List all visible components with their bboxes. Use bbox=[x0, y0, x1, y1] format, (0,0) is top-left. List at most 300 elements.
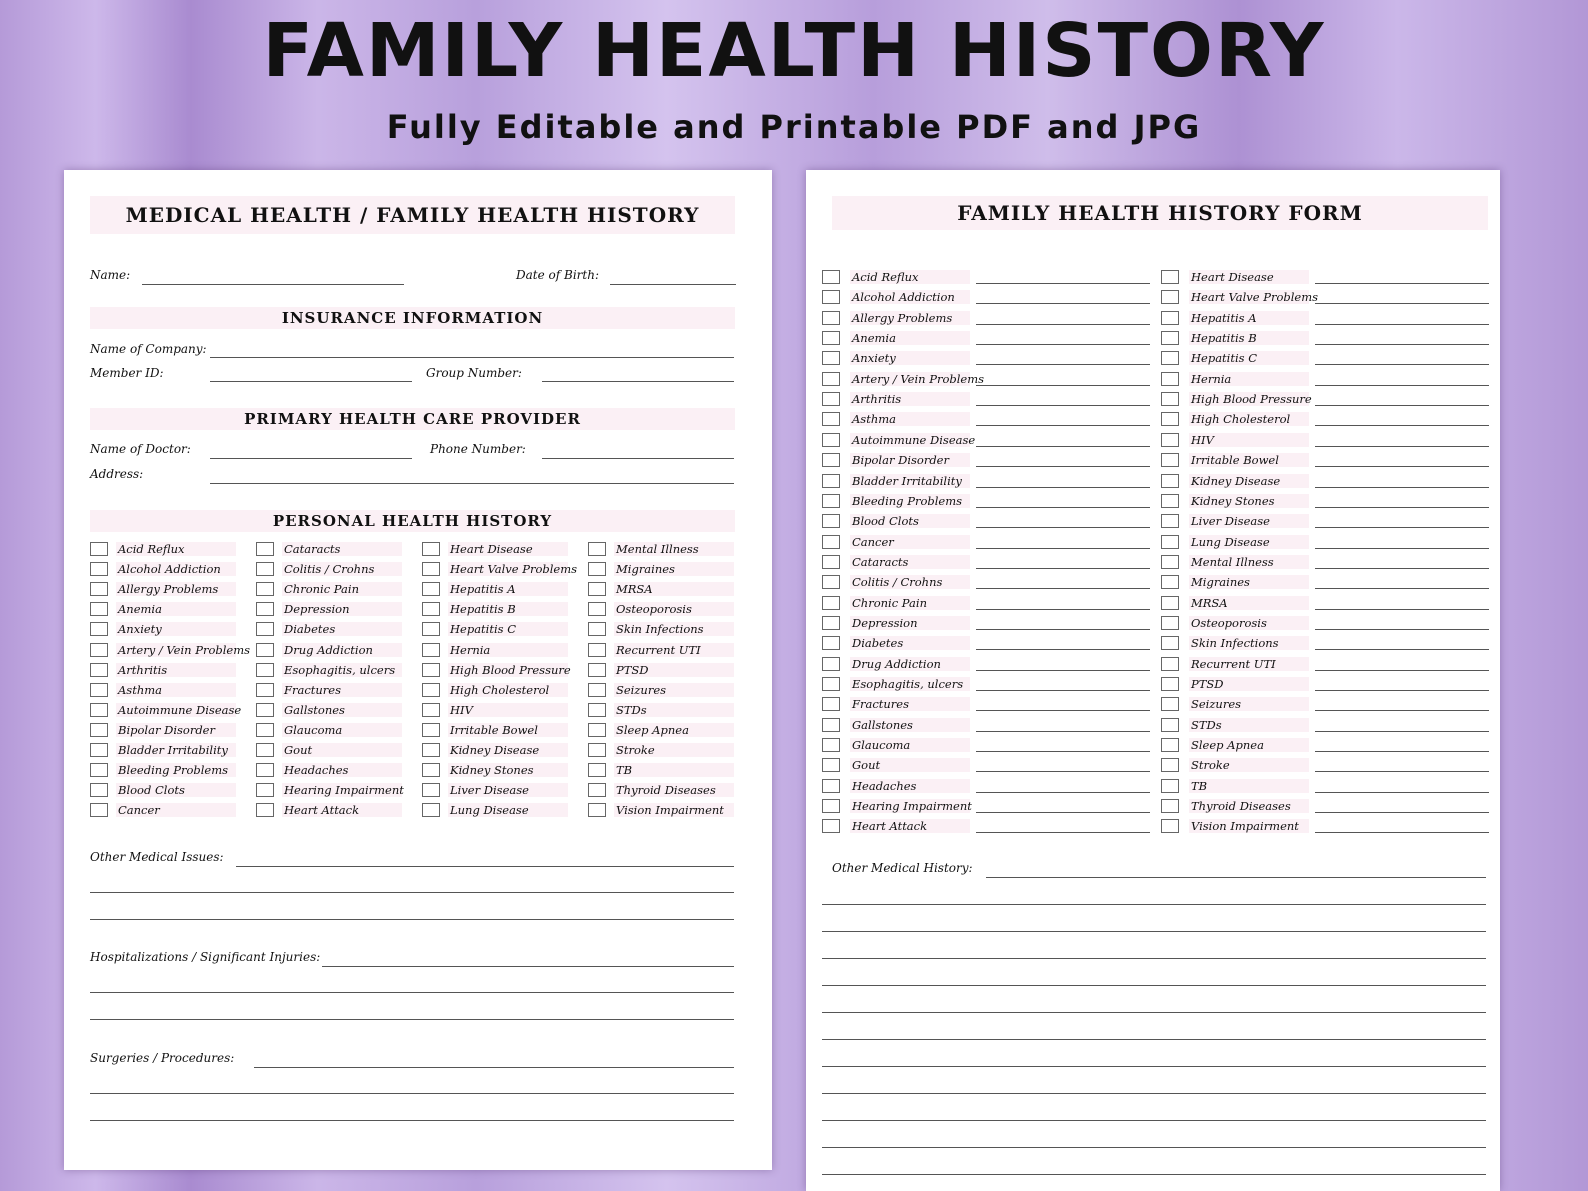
family-checkbox-stroke[interactable] bbox=[1161, 758, 1179, 772]
condition-label: Hearing Impairment bbox=[284, 783, 404, 798]
family-checkbox-stds[interactable] bbox=[1161, 718, 1179, 732]
checkbox-lung-disease[interactable] bbox=[422, 803, 440, 817]
family-checkbox-lung-disease[interactable] bbox=[1161, 535, 1179, 549]
family-member-line[interactable] bbox=[1315, 690, 1489, 691]
family-checkbox-bleeding-problems[interactable] bbox=[822, 494, 840, 508]
checkbox-arthritis[interactable] bbox=[90, 663, 108, 677]
group-number-field[interactable] bbox=[542, 381, 734, 382]
surgeries-line[interactable] bbox=[90, 1120, 734, 1121]
family-checkbox-artery-vein-problems[interactable] bbox=[822, 372, 840, 386]
family-checkbox-autoimmune-disease[interactable] bbox=[822, 433, 840, 447]
hospitalizations-line[interactable] bbox=[90, 1019, 734, 1020]
family-checkbox-fractures[interactable] bbox=[822, 697, 840, 711]
family-condition-label: Chronic Pain bbox=[850, 596, 970, 610]
family-checkbox-cataracts[interactable] bbox=[822, 555, 840, 569]
family-condition-label: Cancer bbox=[850, 535, 970, 549]
family-checkbox-heart-disease[interactable] bbox=[1161, 270, 1179, 284]
other-issues-line[interactable] bbox=[90, 919, 734, 920]
family-member-line[interactable] bbox=[976, 832, 1150, 833]
checkbox-hepatitis-c[interactable] bbox=[422, 622, 440, 636]
checkbox-bladder-irritability[interactable] bbox=[90, 743, 108, 757]
checkbox-diabetes[interactable] bbox=[256, 622, 274, 636]
condition-label: Anxiety bbox=[116, 622, 236, 636]
condition-label: High Blood Pressure bbox=[450, 662, 571, 677]
family-checkbox-heart-attack[interactable] bbox=[822, 819, 840, 833]
other-history-line[interactable] bbox=[822, 1012, 1486, 1013]
family-member-line[interactable] bbox=[1315, 527, 1489, 528]
family-checkbox-diabetes[interactable] bbox=[822, 636, 840, 650]
checkbox-bipolar-disorder[interactable] bbox=[90, 723, 108, 737]
family-condition-label: Gallstones bbox=[850, 718, 970, 732]
family-member-line[interactable] bbox=[976, 710, 1150, 711]
family-condition-label: Heart Valve Problems bbox=[1191, 290, 1319, 305]
checkbox-stds[interactable] bbox=[588, 703, 606, 717]
condition-label: Heart Disease bbox=[448, 542, 568, 556]
family-condition-label: HIV bbox=[1189, 433, 1309, 447]
family-member-line[interactable] bbox=[1315, 649, 1489, 650]
family-member-line[interactable] bbox=[1315, 771, 1489, 772]
condition-label: Alcohol Addiction bbox=[116, 562, 236, 576]
family-condition-label: Hearing Impairment bbox=[852, 799, 972, 814]
checkbox-hepatitis-b[interactable] bbox=[422, 602, 440, 616]
other-issues-line[interactable] bbox=[90, 892, 734, 893]
condition-label: Kidney Disease bbox=[448, 743, 568, 757]
family-checkbox-gallstones[interactable] bbox=[822, 718, 840, 732]
family-condition-label: Esophagitis, ulcers bbox=[850, 677, 970, 691]
family-member-line[interactable] bbox=[976, 527, 1150, 528]
checkbox-skin-infections[interactable] bbox=[588, 622, 606, 636]
family-checkbox-allergy-problems[interactable] bbox=[822, 311, 840, 325]
family-checkbox-alcohol-addiction[interactable] bbox=[822, 290, 840, 304]
family-member-line[interactable] bbox=[1315, 303, 1489, 304]
family-member-line[interactable] bbox=[1315, 609, 1489, 610]
checkbox-asthma[interactable] bbox=[90, 683, 108, 697]
checkbox-heart-valve-problems[interactable] bbox=[422, 562, 440, 576]
checkbox-vision-impairment[interactable] bbox=[588, 803, 606, 817]
family-member-line[interactable] bbox=[1315, 670, 1489, 671]
family-member-line[interactable] bbox=[976, 731, 1150, 732]
address-label: Address: bbox=[90, 467, 144, 481]
family-member-line[interactable] bbox=[976, 670, 1150, 671]
family-condition-label: Heart Disease bbox=[1189, 270, 1309, 284]
family-condition-label: Bipolar Disorder bbox=[850, 453, 970, 467]
family-member-line[interactable] bbox=[976, 405, 1150, 406]
checkbox-allergy-problems[interactable] bbox=[90, 582, 108, 596]
family-member-line[interactable] bbox=[1315, 832, 1489, 833]
family-checkbox-tb[interactable] bbox=[1161, 779, 1179, 793]
checkbox-anxiety[interactable] bbox=[90, 622, 108, 636]
checkbox-alcohol-addiction[interactable] bbox=[90, 562, 108, 576]
family-condition-label: Asthma bbox=[850, 412, 970, 426]
hospitalizations-line[interactable] bbox=[322, 966, 734, 967]
other-history-line[interactable] bbox=[986, 877, 1486, 878]
family-member-line[interactable] bbox=[976, 507, 1150, 508]
other-history-line[interactable] bbox=[822, 1147, 1486, 1148]
family-member-line[interactable] bbox=[976, 364, 1150, 365]
condition-label: Gout bbox=[282, 743, 402, 757]
checkbox-sleep-apnea[interactable] bbox=[588, 723, 606, 737]
family-checkbox-vision-impairment[interactable] bbox=[1161, 819, 1179, 833]
condition-label: MRSA bbox=[614, 582, 734, 596]
family-member-line[interactable] bbox=[976, 303, 1150, 304]
family-member-line[interactable] bbox=[1315, 568, 1489, 569]
family-condition-label: Hepatitis B bbox=[1189, 331, 1309, 345]
family-condition-label: Acid Reflux bbox=[850, 270, 970, 284]
condition-label: Depression bbox=[282, 602, 402, 616]
family-member-line[interactable] bbox=[976, 690, 1150, 691]
condition-label: Mental Illness bbox=[614, 542, 734, 556]
other-history-line[interactable] bbox=[822, 1174, 1486, 1175]
condition-label: HIV bbox=[448, 703, 568, 717]
family-member-line[interactable] bbox=[976, 344, 1150, 345]
checkbox-heart-attack[interactable] bbox=[256, 803, 274, 817]
checkbox-liver-disease[interactable] bbox=[422, 783, 440, 797]
family-member-line[interactable] bbox=[1315, 792, 1489, 793]
family-member-line[interactable] bbox=[976, 425, 1150, 426]
condition-label: Allergy Problems bbox=[116, 582, 236, 596]
surgeries-label: Surgeries / Procedures: bbox=[90, 1051, 235, 1065]
family-member-line[interactable] bbox=[976, 568, 1150, 569]
family-checkbox-kidney-disease[interactable] bbox=[1161, 474, 1179, 488]
dob-label: Date of Birth: bbox=[516, 268, 599, 282]
condition-label: High Cholesterol bbox=[448, 683, 568, 697]
family-checkbox-heart-valve-problems[interactable] bbox=[1161, 290, 1179, 304]
family-member-line[interactable] bbox=[976, 588, 1150, 589]
other-history-line[interactable] bbox=[822, 1093, 1486, 1094]
surgeries-line[interactable] bbox=[90, 1093, 734, 1094]
family-checkbox-hiv[interactable] bbox=[1161, 433, 1179, 447]
checkbox-mrsa[interactable] bbox=[588, 582, 606, 596]
family-checkbox-headaches[interactable] bbox=[822, 779, 840, 793]
checkbox-headaches[interactable] bbox=[256, 763, 274, 777]
condition-label: Asthma bbox=[116, 683, 236, 697]
right-page-title: FAMILY HEALTH HISTORY FORM bbox=[832, 196, 1488, 230]
condition-label: Heart Valve Problems bbox=[450, 562, 578, 577]
family-condition-label: Sleep Apnea bbox=[1189, 738, 1309, 752]
family-checkbox-high-blood-pressure[interactable] bbox=[1161, 392, 1179, 406]
checkbox-recurrent-uti[interactable] bbox=[588, 643, 606, 657]
family-condition-label: Diabetes bbox=[850, 636, 970, 650]
checkbox-high-blood-pressure[interactable] bbox=[422, 663, 440, 677]
checkbox-cancer[interactable] bbox=[90, 803, 108, 817]
checkbox-mental-illness[interactable] bbox=[588, 542, 606, 556]
family-member-line[interactable] bbox=[976, 385, 1150, 386]
family-checkbox-hernia[interactable] bbox=[1161, 372, 1179, 386]
family-checkbox-hearing-impairment[interactable] bbox=[822, 799, 840, 813]
condition-label: Fractures bbox=[282, 683, 402, 697]
family-checkbox-asthma[interactable] bbox=[822, 412, 840, 426]
checkbox-hernia[interactable] bbox=[422, 643, 440, 657]
family-checkbox-acid-reflux[interactable] bbox=[822, 270, 840, 284]
family-checkbox-mrsa[interactable] bbox=[1161, 596, 1179, 610]
family-checkbox-osteoporosis[interactable] bbox=[1161, 616, 1179, 630]
checkbox-tb[interactable] bbox=[588, 763, 606, 777]
family-member-line[interactable] bbox=[976, 446, 1150, 447]
other-history-line[interactable] bbox=[822, 1066, 1486, 1067]
checkbox-chronic-pain[interactable] bbox=[256, 582, 274, 596]
checkbox-gout[interactable] bbox=[256, 743, 274, 757]
condition-label: Hepatitis B bbox=[448, 602, 568, 616]
family-checkbox-irritable-bowel[interactable] bbox=[1161, 453, 1179, 467]
family-member-line[interactable] bbox=[976, 283, 1150, 284]
family-member-line[interactable] bbox=[1315, 751, 1489, 752]
condition-label: Colitis / Crohns bbox=[282, 562, 402, 576]
family-checkbox-mental-illness[interactable] bbox=[1161, 555, 1179, 569]
family-member-line[interactable] bbox=[976, 548, 1150, 549]
family-member-line[interactable] bbox=[1315, 710, 1489, 711]
family-condition-label: Glaucoma bbox=[850, 738, 970, 752]
provider-heading: PRIMARY HEALTH CARE PROVIDER bbox=[90, 408, 735, 430]
condition-label: Hepatitis A bbox=[448, 582, 568, 596]
checkbox-high-cholesterol[interactable] bbox=[422, 683, 440, 697]
condition-label: Bladder Irritability bbox=[116, 743, 236, 757]
family-condition-label: Hepatitis C bbox=[1189, 351, 1309, 365]
company-label: Name of Company: bbox=[90, 342, 207, 356]
condition-label: Cataracts bbox=[282, 542, 402, 556]
family-condition-label: Irritable Bowel bbox=[1189, 453, 1309, 467]
family-condition-label: Bleeding Problems bbox=[850, 494, 970, 508]
checkbox-acid-reflux[interactable] bbox=[90, 542, 108, 556]
banner-title: FAMILY HEALTH HISTORY bbox=[262, 8, 1326, 94]
condition-label: Migraines bbox=[614, 562, 734, 576]
family-checkbox-seizures[interactable] bbox=[1161, 697, 1179, 711]
family-member-line[interactable] bbox=[1315, 507, 1489, 508]
condition-label: Anemia bbox=[116, 602, 236, 616]
family-condition-label: Blood Clots bbox=[850, 514, 970, 528]
other-history-line[interactable] bbox=[822, 1039, 1486, 1040]
checkbox-autoimmune-disease[interactable] bbox=[90, 703, 108, 717]
condition-label: Recurrent UTI bbox=[614, 643, 734, 657]
checkbox-migraines[interactable] bbox=[588, 562, 606, 576]
family-condition-label: Headaches bbox=[850, 779, 970, 793]
family-member-line[interactable] bbox=[976, 609, 1150, 610]
condition-label: Osteoporosis bbox=[614, 602, 734, 616]
family-member-line[interactable] bbox=[976, 466, 1150, 467]
family-member-line[interactable] bbox=[1315, 364, 1489, 365]
right-form-page bbox=[806, 170, 1500, 1191]
family-condition-label: Anxiety bbox=[850, 351, 970, 365]
address-field[interactable] bbox=[210, 483, 734, 484]
family-checkbox-drug-addiction[interactable] bbox=[822, 657, 840, 671]
family-member-line[interactable] bbox=[1315, 385, 1489, 386]
family-condition-label: High Blood Pressure bbox=[1191, 392, 1312, 407]
member-id-field[interactable] bbox=[210, 381, 412, 382]
family-checkbox-blood-clots[interactable] bbox=[822, 514, 840, 528]
checkbox-glaucoma[interactable] bbox=[256, 723, 274, 737]
family-condition-label: Hepatitis A bbox=[1189, 311, 1309, 325]
doctor-field[interactable] bbox=[210, 458, 412, 459]
family-checkbox-liver-disease[interactable] bbox=[1161, 514, 1179, 528]
family-checkbox-thyroid-diseases[interactable] bbox=[1161, 799, 1179, 813]
family-member-line[interactable] bbox=[1315, 405, 1489, 406]
family-member-line[interactable] bbox=[976, 771, 1150, 772]
other-history-line[interactable] bbox=[822, 985, 1486, 986]
family-checkbox-migraines[interactable] bbox=[1161, 575, 1179, 589]
checkbox-cataracts[interactable] bbox=[256, 542, 274, 556]
checkbox-anemia[interactable] bbox=[90, 602, 108, 616]
family-member-line[interactable] bbox=[1315, 812, 1489, 813]
checkbox-drug-addiction[interactable] bbox=[256, 643, 274, 657]
condition-label: Liver Disease bbox=[448, 783, 568, 797]
family-member-line[interactable] bbox=[1315, 588, 1489, 589]
family-member-line[interactable] bbox=[1315, 731, 1489, 732]
checkbox-colitis-crohns[interactable] bbox=[256, 562, 274, 576]
family-condition-label: Recurrent UTI bbox=[1189, 657, 1309, 671]
checkbox-gallstones[interactable] bbox=[256, 703, 274, 717]
checkbox-stroke[interactable] bbox=[588, 743, 606, 757]
other-history-label: Other Medical History: bbox=[832, 861, 973, 875]
checkbox-depression[interactable] bbox=[256, 602, 274, 616]
family-condition-label: Autoimmune Disease bbox=[852, 432, 976, 447]
condition-label: Artery / Vein Problems bbox=[118, 642, 251, 657]
checkbox-hearing-impairment[interactable] bbox=[256, 783, 274, 797]
phone-label: Phone Number: bbox=[430, 442, 526, 456]
family-member-line[interactable] bbox=[976, 812, 1150, 813]
checkbox-esophagitis-ulcers[interactable] bbox=[256, 663, 274, 677]
condition-label: Vision Impairment bbox=[614, 803, 734, 817]
family-checkbox-sleep-apnea[interactable] bbox=[1161, 738, 1179, 752]
family-member-line[interactable] bbox=[1315, 446, 1489, 447]
family-condition-label: High Cholesterol bbox=[1189, 412, 1309, 426]
family-member-line[interactable] bbox=[1315, 487, 1489, 488]
family-condition-label: Kidney Disease bbox=[1189, 474, 1309, 488]
group-number-label: Group Number: bbox=[426, 366, 522, 380]
phone-field[interactable] bbox=[542, 458, 734, 459]
name-field[interactable] bbox=[142, 284, 404, 285]
family-checkbox-bladder-irritability[interactable] bbox=[822, 474, 840, 488]
condition-label: Hepatitis C bbox=[448, 622, 568, 636]
family-condition-label: STDs bbox=[1189, 718, 1309, 732]
family-checkbox-esophagitis-ulcers[interactable] bbox=[822, 677, 840, 691]
checkbox-hiv[interactable] bbox=[422, 703, 440, 717]
family-member-line[interactable] bbox=[1315, 629, 1489, 630]
family-checkbox-chronic-pain[interactable] bbox=[822, 596, 840, 610]
family-member-line[interactable] bbox=[1315, 548, 1489, 549]
family-checkbox-hepatitis-b[interactable] bbox=[1161, 331, 1179, 345]
family-condition-label: Stroke bbox=[1189, 758, 1309, 772]
checkbox-thyroid-diseases[interactable] bbox=[588, 783, 606, 797]
family-condition-label: Seizures bbox=[1189, 697, 1309, 711]
family-checkbox-arthritis[interactable] bbox=[822, 392, 840, 406]
member-id-label: Member ID: bbox=[90, 366, 164, 380]
family-condition-label: Drug Addiction bbox=[850, 657, 970, 671]
condition-label: Headaches bbox=[282, 763, 402, 777]
checkbox-hepatitis-a[interactable] bbox=[422, 582, 440, 596]
family-condition-label: PTSD bbox=[1189, 677, 1309, 691]
other-history-line[interactable] bbox=[822, 904, 1486, 905]
family-member-line[interactable] bbox=[1315, 324, 1489, 325]
checkbox-kidney-stones[interactable] bbox=[422, 763, 440, 777]
family-condition-label: Mental Illness bbox=[1189, 555, 1309, 569]
condition-label: Gallstones bbox=[282, 703, 402, 717]
family-condition-label: Alcohol Addiction bbox=[850, 290, 970, 304]
insurance-heading: INSURANCE INFORMATION bbox=[90, 307, 735, 329]
family-member-line[interactable] bbox=[1315, 466, 1489, 467]
checkbox-irritable-bowel[interactable] bbox=[422, 723, 440, 737]
family-checkbox-recurrent-uti[interactable] bbox=[1161, 657, 1179, 671]
checkbox-ptsd[interactable] bbox=[588, 663, 606, 677]
checkbox-heart-disease[interactable] bbox=[422, 542, 440, 556]
family-checkbox-depression[interactable] bbox=[822, 616, 840, 630]
other-history-line[interactable] bbox=[822, 931, 1486, 932]
family-checkbox-colitis-crohns[interactable] bbox=[822, 575, 840, 589]
other-issues-line[interactable] bbox=[236, 866, 734, 867]
doctor-label: Name of Doctor: bbox=[90, 442, 191, 456]
family-checkbox-bipolar-disorder[interactable] bbox=[822, 453, 840, 467]
family-checkbox-skin-infections[interactable] bbox=[1161, 636, 1179, 650]
checkbox-fractures[interactable] bbox=[256, 683, 274, 697]
condition-label: Sleep Apnea bbox=[614, 723, 734, 737]
condition-label: Blood Clots bbox=[116, 783, 236, 797]
checkbox-osteoporosis[interactable] bbox=[588, 602, 606, 616]
checkbox-kidney-disease[interactable] bbox=[422, 743, 440, 757]
family-member-line[interactable] bbox=[976, 792, 1150, 793]
condition-label: Autoimmune Disease bbox=[118, 702, 242, 717]
family-condition-label: Gout bbox=[850, 758, 970, 772]
condition-label: Hernia bbox=[448, 643, 568, 657]
family-member-line[interactable] bbox=[976, 487, 1150, 488]
family-condition-label: Lung Disease bbox=[1189, 535, 1309, 549]
family-checkbox-kidney-stones[interactable] bbox=[1161, 494, 1179, 508]
family-condition-label: Heart Attack bbox=[850, 819, 970, 833]
family-checkbox-hepatitis-a[interactable] bbox=[1161, 311, 1179, 325]
family-checkbox-anxiety[interactable] bbox=[822, 351, 840, 365]
family-checkbox-ptsd[interactable] bbox=[1161, 677, 1179, 691]
family-member-line[interactable] bbox=[1315, 283, 1489, 284]
checkbox-bleeding-problems[interactable] bbox=[90, 763, 108, 777]
family-condition-label: Osteoporosis bbox=[1189, 616, 1309, 630]
other-history-line[interactable] bbox=[822, 958, 1486, 959]
family-checkbox-glaucoma[interactable] bbox=[822, 738, 840, 752]
condition-label: PTSD bbox=[614, 663, 734, 677]
left-form-page bbox=[64, 170, 772, 1170]
family-checkbox-gout[interactable] bbox=[822, 758, 840, 772]
family-member-line[interactable] bbox=[1315, 425, 1489, 426]
family-condition-label: Thyroid Diseases bbox=[1189, 799, 1309, 813]
family-condition-label: Skin Infections bbox=[1189, 636, 1309, 650]
family-member-line[interactable] bbox=[976, 629, 1150, 630]
family-member-line[interactable] bbox=[1315, 344, 1489, 345]
condition-label: Bipolar Disorder bbox=[116, 723, 236, 737]
family-condition-label: Vision Impairment bbox=[1189, 819, 1309, 833]
company-field[interactable] bbox=[210, 357, 734, 358]
family-member-line[interactable] bbox=[976, 649, 1150, 650]
name-label: Name: bbox=[90, 268, 131, 282]
family-condition-label: Hernia bbox=[1189, 372, 1309, 386]
family-condition-label: Depression bbox=[850, 616, 970, 630]
family-condition-label: Fractures bbox=[850, 697, 970, 711]
checkbox-blood-clots[interactable] bbox=[90, 783, 108, 797]
family-checkbox-cancer[interactable] bbox=[822, 535, 840, 549]
checkbox-seizures[interactable] bbox=[588, 683, 606, 697]
condition-label: Esophagitis, ulcers bbox=[282, 663, 402, 677]
surgeries-line[interactable] bbox=[254, 1067, 734, 1068]
family-checkbox-high-cholesterol[interactable] bbox=[1161, 412, 1179, 426]
family-checkbox-hepatitis-c[interactable] bbox=[1161, 351, 1179, 365]
other-history-line[interactable] bbox=[822, 1120, 1486, 1121]
other-issues-label: Other Medical Issues: bbox=[90, 850, 224, 864]
family-condition-label: Migraines bbox=[1189, 575, 1309, 589]
checkbox-artery-vein-problems[interactable] bbox=[90, 643, 108, 657]
family-checkbox-anemia[interactable] bbox=[822, 331, 840, 345]
family-condition-label: Allergy Problems bbox=[850, 311, 970, 325]
dob-field[interactable] bbox=[610, 284, 736, 285]
family-condition-label: Kidney Stones bbox=[1189, 494, 1309, 508]
family-member-line[interactable] bbox=[976, 324, 1150, 325]
condition-label: Chronic Pain bbox=[282, 582, 402, 596]
hospitalizations-line[interactable] bbox=[90, 992, 734, 993]
family-member-line[interactable] bbox=[976, 751, 1150, 752]
